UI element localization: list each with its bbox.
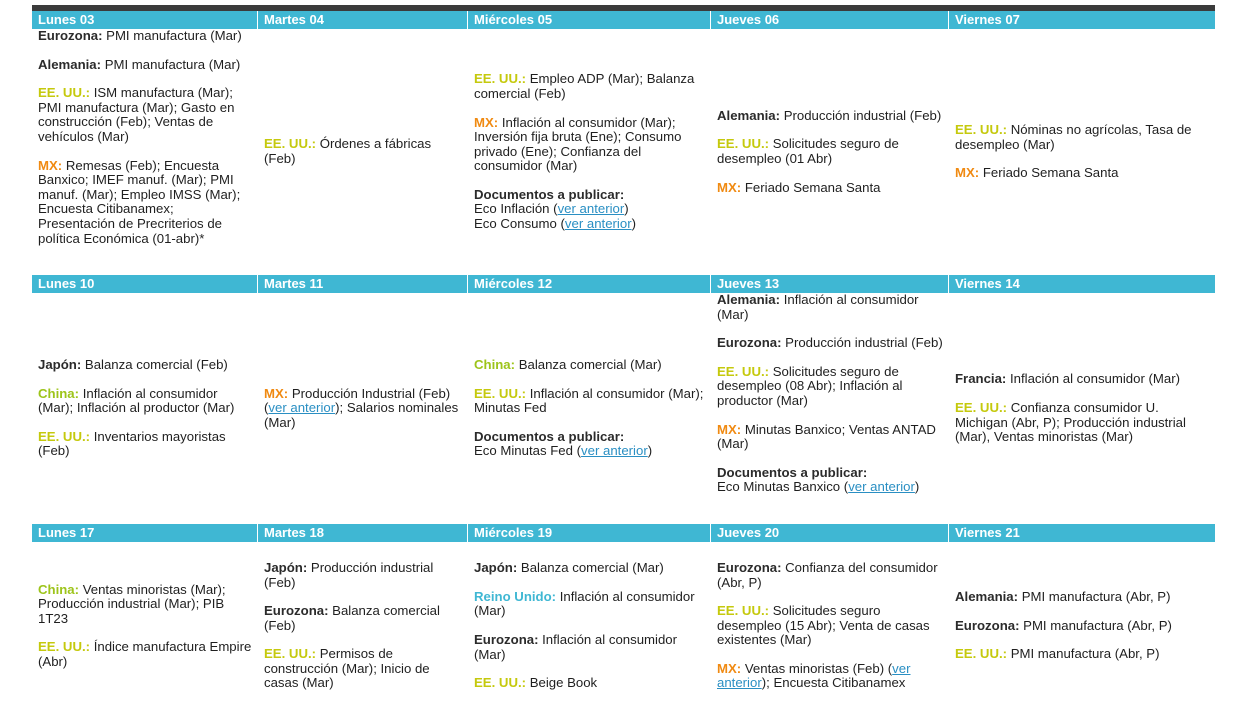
region-label: MX: — [264, 385, 289, 401]
region-label: EE. UU.: — [474, 71, 527, 87]
day-cell — [468, 542, 711, 710]
calendar-entry — [717, 423, 943, 452]
region-label: EE. UU.: — [38, 639, 91, 655]
region-label: MX: — [38, 157, 63, 173]
ver-anterior-link[interactable]: ver anterior — [848, 479, 915, 495]
indicator-text: PMI manufactura (Abr, P) — [1007, 646, 1160, 662]
indicator-text: Inflación al consumidor (Mar) — [1006, 371, 1181, 387]
indicator-text: Inflación al consumidor (Mar); Minutas Fed — [474, 385, 704, 416]
document-line — [474, 217, 705, 232]
calendar-entry — [955, 372, 1209, 387]
day-header: Martes 18 — [258, 524, 468, 542]
day-header: Viernes 21 — [955, 525, 1020, 540]
day-header: Jueves 06 — [711, 11, 949, 29]
indicator-text-suffix: ); Encuesta Citibanamex — [761, 675, 906, 691]
week-header — [32, 275, 1215, 293]
region-label: Francia: — [955, 371, 1007, 387]
region-label: MX: — [717, 179, 742, 195]
calendar-entry — [474, 676, 705, 691]
calendar-entry — [717, 293, 943, 322]
weeks-container — [32, 11, 1215, 710]
ver-anterior-link[interactable]: ver anterior — [581, 443, 648, 459]
calendar-entry — [955, 123, 1209, 152]
day-header: Miércoles 12 — [468, 275, 711, 293]
calendar-entry — [474, 358, 705, 373]
calendar-entry — [717, 604, 943, 648]
indicator-text: Feriado Semana Santa — [979, 165, 1119, 181]
document-line — [474, 202, 705, 217]
calendar-entry — [264, 647, 462, 691]
calendar-entry — [717, 137, 943, 166]
region-label: EE. UU.: — [264, 136, 317, 152]
document-name: Eco Minutas Banxico ( — [717, 479, 849, 495]
indicator-text: Inflación al consumidor (Mar) — [717, 292, 919, 322]
region-label: China: — [474, 357, 516, 373]
day-cell — [32, 542, 258, 710]
ver-anterior-link[interactable]: ver anterior — [268, 400, 336, 416]
indicator-text: Inflación al consumidor (Mar); Inversión fija bruta (Ene); Consumo privado (Ene); Confianza del consumidor (Mar) — [474, 114, 682, 174]
week-body — [32, 29, 1215, 275]
indicator-text: Ventas minoristas (Feb) ( — [741, 660, 893, 676]
indicator-text: Solicitudes seguro de desempleo (08 Abr); Inflación al productor (Mar) — [717, 363, 903, 408]
region-label: EE. UU.: — [264, 646, 317, 662]
indicator-text: Solicitudes seguro desempleo (15 Abr); Venta de casas existentes (Mar) — [717, 603, 930, 648]
week-body — [32, 293, 1215, 524]
region-label: Eurozona: — [717, 335, 782, 351]
document-suffix: ) — [647, 443, 653, 459]
indicator-text: Solicitudes seguro de desempleo (01 Abr) — [717, 136, 899, 166]
indicator-text: Nóminas no agrícolas, Tasa de desempleo (Mar) — [955, 122, 1192, 152]
document-suffix: ) — [631, 216, 636, 232]
day-cell — [711, 29, 949, 275]
calendar-entry — [38, 86, 252, 144]
calendar-entry — [717, 336, 943, 351]
calendar-entry — [38, 430, 252, 459]
day-cell — [711, 542, 949, 710]
region-label: Eurozona: — [38, 28, 103, 43]
document-name: Eco Consumo ( — [474, 216, 565, 232]
region-label: Eurozona: — [717, 559, 782, 575]
week-body — [32, 542, 1215, 710]
documents-title: Documentos a publicar: — [474, 186, 625, 202]
calendar-entry — [474, 633, 705, 662]
calendar-entry — [38, 358, 252, 373]
day-cell — [949, 542, 1215, 710]
calendar-entry — [264, 137, 462, 166]
calendar-entry — [474, 590, 705, 619]
indicator-text: Confianza del consumidor (Abr, P) — [717, 559, 938, 590]
documents-title: Documentos a publicar: — [717, 464, 868, 480]
region-label: EE. UU.: — [955, 122, 1008, 138]
indicator-text: Feriado Semana Santa — [741, 179, 881, 195]
calendar-entry — [38, 640, 252, 669]
day-cell — [258, 293, 468, 524]
indicator-text: PMI manufactura (Mar) — [101, 56, 241, 72]
ver-anterior-link[interactable]: ver anterior — [564, 216, 632, 232]
calendar-entry — [717, 181, 943, 196]
day-header: Viernes 14 — [955, 276, 1020, 291]
calendar-entry — [38, 583, 252, 627]
calendar-entry — [474, 116, 705, 174]
region-label: EE. UU.: — [38, 428, 91, 444]
document-name: Eco Minutas Fed ( — [474, 443, 582, 459]
indicator-text: Balanza comercial (Feb) — [81, 357, 228, 373]
indicator-text: Ventas minoristas (Mar); Producción industrial (Mar); PIB 1T23 — [38, 581, 226, 626]
region-label: EE. UU.: — [717, 136, 770, 152]
region-label: EE. UU.: — [955, 399, 1008, 415]
region-label: Alemania: — [717, 292, 781, 307]
ver-anterior-link[interactable]: ver anterior — [717, 660, 911, 691]
region-label: EE. UU.: — [717, 363, 770, 379]
region-label: EE. UU.: — [474, 385, 527, 401]
region-label: Alemania: — [38, 56, 102, 72]
calendar-entry — [264, 387, 462, 431]
documents-title: Documentos a publicar: — [474, 428, 625, 444]
calendar-entry — [717, 662, 943, 691]
calendar-entry — [474, 430, 705, 459]
indicator-text-suffix: ); Salarios nominales (Mar) — [264, 400, 459, 430]
economic-calendar — [32, 5, 1215, 710]
region-label: EE. UU.: — [474, 675, 527, 691]
indicator-text: Producción industrial (Feb) — [264, 559, 434, 590]
indicator-text: Órdenes a fábricas (Feb) — [264, 136, 432, 166]
day-header: Miércoles 05 — [468, 11, 711, 29]
region-label: China: — [38, 581, 80, 597]
calendar-entry — [955, 590, 1209, 605]
indicator-text: PMI manufactura (Abr, P) — [1018, 589, 1171, 605]
calendar-entry — [474, 72, 705, 101]
calendar-entry — [38, 58, 252, 73]
day-cell — [949, 293, 1215, 524]
indicator-text: PMI manufactura (Mar) — [102, 28, 242, 43]
calendar-entry — [955, 401, 1209, 445]
indicator-text: Confianza consumidor U. Michigan (Abr, P); Producción industrial (Mar), Ventas minoristas (Mar) — [955, 399, 1186, 445]
indicator-text: Producción industrial (Feb) — [780, 107, 942, 123]
ver-anterior-link[interactable]: ver anterior — [557, 201, 625, 217]
document-line — [474, 444, 705, 459]
calendar-entry — [955, 647, 1209, 662]
week-header — [32, 524, 1215, 542]
region-label: Eurozona: — [955, 617, 1020, 633]
document-name: Eco Inflación ( — [474, 201, 558, 217]
calendar-entry — [717, 466, 943, 495]
indicator-text: Beige Book — [526, 675, 598, 691]
region-label: Alemania: — [717, 107, 781, 123]
calendar-entry — [474, 387, 705, 416]
indicator-text: Índice manufactura Empire (Abr) — [38, 639, 252, 669]
indicator-text: ISM manufactura (Mar); PMI manufactura (Mar); Gasto en construcción (Feb); Ventas de vehículos (Mar) — [38, 85, 235, 144]
calendar-entry — [38, 159, 252, 247]
calendar-entry — [264, 604, 462, 633]
region-label: Japón: — [264, 559, 308, 575]
region-label: MX: — [474, 114, 499, 130]
calendar-entry — [474, 188, 705, 232]
week-header — [32, 11, 1215, 29]
day-header: Lunes 03 — [32, 11, 258, 29]
day-cell — [468, 29, 711, 275]
day-header: Viernes 07 — [955, 12, 1020, 27]
region-label: Reino Unido: — [474, 588, 557, 604]
day-header: Martes 11 — [258, 275, 468, 293]
indicator-text: Permisos de construcción (Mar); Inicio de casas (Mar) — [264, 646, 430, 691]
day-header: Jueves 20 — [711, 524, 949, 542]
indicator-text: Producción Industrial (Feb) ( — [264, 385, 451, 416]
indicator-text: Inflación al consumidor (Mar) — [474, 632, 678, 662]
day-cell — [711, 293, 949, 524]
indicator-text: Inventarios mayoristas (Feb) — [38, 428, 226, 459]
region-label: MX: — [717, 660, 742, 676]
indicator-text: Inflación al consumidor (Mar) — [474, 588, 695, 619]
region-label: EE. UU.: — [955, 646, 1008, 662]
document-suffix: ) — [624, 201, 629, 217]
day-header: Lunes 10 — [32, 275, 258, 293]
region-label: EE. UU.: — [717, 603, 770, 619]
indicator-text: Balanza comercial (Mar) — [515, 357, 662, 373]
day-cell — [258, 29, 468, 275]
indicator-text: Inflación al consumidor (Mar); Inflación al productor (Mar) — [38, 385, 235, 416]
day-cell — [949, 29, 1215, 275]
calendar-entry — [717, 109, 943, 124]
region-label: EE. UU.: — [38, 85, 91, 101]
indicator-text: Balanza comercial (Mar) — [517, 560, 664, 576]
calendar-entry — [264, 561, 462, 590]
region-label: Alemania: — [955, 589, 1019, 605]
day-cell — [468, 293, 711, 524]
calendar-entry — [38, 29, 252, 44]
region-label: Japón: — [474, 560, 518, 576]
day-cell — [258, 542, 468, 710]
calendar-entry — [955, 166, 1209, 181]
document-suffix: ) — [914, 479, 920, 495]
day-header: Miércoles 19 — [468, 524, 711, 542]
indicator-text: Remesas (Feb); Encuesta Banxico; IMEF manuf. (Mar); PMI manuf. (Mar); Empleo IMSS (Mar); Encuesta Citibanamex; Presentación de Precriterios de política Económica (01-abr)* — [38, 157, 241, 246]
indicator-text: Balanza comercial (Feb) — [264, 603, 440, 633]
region-label: MX: — [717, 421, 742, 437]
region-label: Eurozona: — [474, 632, 539, 647]
region-label: China: — [38, 385, 80, 401]
region-label: MX: — [955, 165, 980, 181]
indicator-text: Empleo ADP (Mar); Balanza comercial (Feb) — [474, 71, 695, 101]
indicator-text: PMI manufactura (Abr, P) — [1019, 617, 1172, 633]
calendar-entry — [717, 365, 943, 409]
document-line — [717, 480, 943, 495]
region-label: Japón: — [38, 357, 82, 373]
day-header: Lunes 17 — [32, 524, 258, 542]
indicator-text: Minutas Banxico; Ventas ANTAD (Mar) — [717, 421, 936, 452]
day-header: Martes 04 — [258, 11, 468, 29]
calendar-entry — [474, 561, 705, 576]
day-cell — [32, 293, 258, 524]
calendar-entry — [38, 387, 252, 416]
day-cell — [32, 29, 258, 275]
indicator-text: Producción industrial (Feb) — [781, 335, 943, 351]
calendar-entry — [955, 619, 1209, 634]
day-header: Jueves 13 — [711, 275, 949, 293]
calendar-entry — [717, 561, 943, 590]
region-label: Eurozona: — [264, 603, 329, 619]
